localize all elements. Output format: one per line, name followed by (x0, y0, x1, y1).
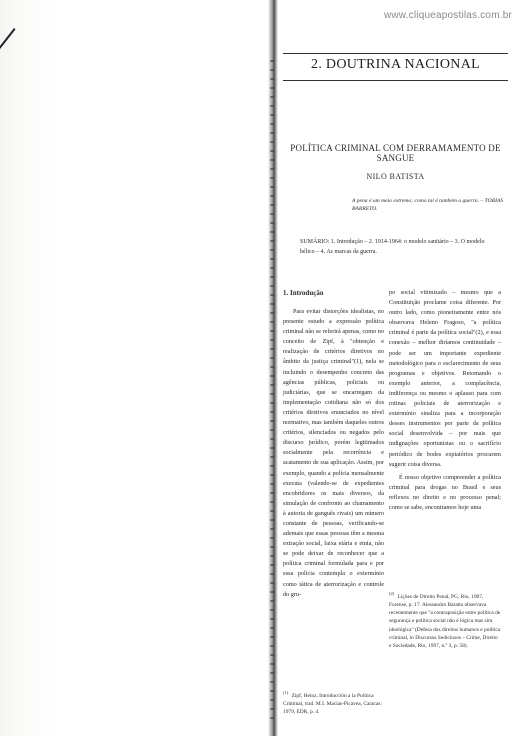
intro-heading: 1. Introdução (283, 289, 324, 297)
right-column-paragraph-2: É nosso objetivo compreender a política criminal para drogas no Brasil e seus reflexos no direito e no processo penal; como se sabe, encontramos hoje uma (389, 473, 501, 511)
right-column-paragraph-1: po social vitimizado – mesmo que a Constituição proclame coisa diferente. Por outro lado, como pioneiramente entre nós observava Heleno Fragoso, "a política criminal é parte da política social"(2), e essa conexão – melhor diríamos continuidade – pode ser um importante expediente metodológico para o esclarecimento de seus programas e objetivos. Retomando o exemplo anterior, a complacência, indiferença ou mesmo o aplauso para com rotinas policiais de aterrorização e extermínio sinaliza para a incorporação desses instrumentos por parte da política social desenvolvida – por mais que indignações oportunistas ou o sacrifício periódico de bodes expiatórios procurem sugerir coisa diversa. (389, 289, 501, 468)
footnote-1-number: (1) (283, 690, 289, 695)
footnote-1-text: Zipf, Heinz, Introducción a la Política Criminal, trad. M.I. Macías-Picavea, Caracas: 1979, EDR, p. 4. (283, 692, 382, 716)
footnote-2-number: (2) (389, 591, 395, 596)
footnote-2-text: Lições de Direito Penal, PG, Rio, 1987, Forense, p. 17. Alessandro Baratta observava recentemente que "a contraposição entre política de segurança e política social não é lógica mas sim ideológica" (Defesa dos direitos humanos e política criminal, in Discursos Sediciosos – Crime, Direito e Sociedade, Rio, 1997, n.º 3, p. 58). (389, 593, 501, 650)
binding-holes (270, 60, 274, 720)
summary: SUMÁRIO: 1. Introdução – 2. 1914-1964: o modelo sanitário – 3. O modelo bélico – 4. As marcas da guerra. (300, 239, 485, 255)
article-title: POLÍTICA CRIMINAL COM DERRAMAMENTO DE SANGUE (290, 143, 501, 163)
left-column-text: Para evitar distorções idealistas, no presente estudo a expressão política criminal não se referirá apenas, como no conceito de Zipf, à "obtenção e realização de critérios diretivos no âmbito da justiça criminal"(1), nela se incluindo o desempenho concreto das agências públicas, policiais ou judiciárias, que se encarregam da implementação cotidiana não só dos critérios diretivos enunciados no nível normativo, mas também daqueles outros critérios, silenciados ou negados pelo discurso jurídico, porém legitimados socialmente pela recorrência e acatamento de sua aplicação. Assim, por exemplo, quando a polícia mensalmente executa (valendo-se de expedientes encobridores os mais diversos, da simulação de confronto ao chamamento à autoria de ganguês rivais) um número constante de pessoas, verificando-se ademais que essas pessoas têm a mesma extração social, faixa etária e etnia, não se pode deixar de reconhecer que a política criminal formulada para e por essa polícia contempla o extermínio como tática de aterrorização e controle do gru- (283, 308, 384, 598)
watermark: www.cliqueapostilas.com.br (383, 10, 512, 21)
left-column (283, 307, 384, 600)
footnote-1 (283, 689, 383, 716)
right-column (389, 288, 501, 516)
section-title: 2. DOUTRINA NACIONAL (311, 57, 480, 72)
section-rule-top (283, 53, 508, 54)
footnote-2 (389, 590, 501, 650)
epigraph: A pena é um meio extremo; como tal é também a guerra. – TOBIAS BARRETO. (352, 198, 504, 212)
author-name: NILO BATISTA (366, 172, 425, 181)
section-rule-bottom (283, 80, 508, 81)
